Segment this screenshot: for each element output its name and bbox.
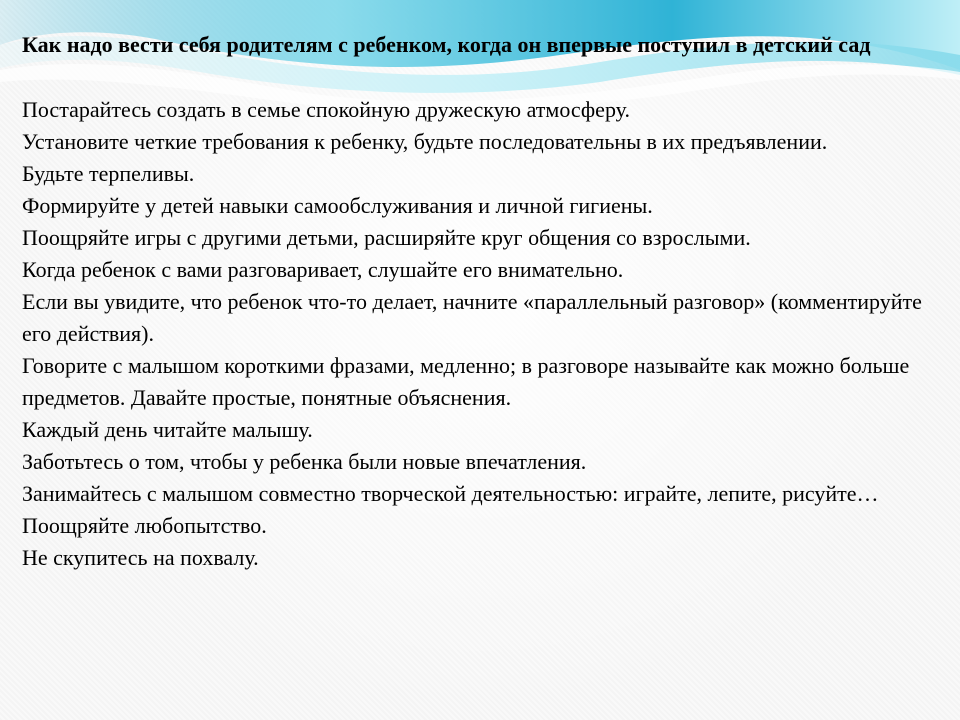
tip-text: Будьте терпеливы.	[22, 161, 195, 186]
tip-text: Если вы увидите, что ребенок что-то делает, начните «параллельный разговор» (комментируйте его действия).	[22, 289, 922, 346]
tip-text: Занимайтесь с малышом совместно творческой деятельностью: играйте, лепите, рисуйте…	[22, 481, 879, 506]
tip-text: Поощряйте игры с другими детьми, расширяйте круг общения со взрослыми.	[22, 225, 751, 250]
slide-title: Как надо вести себя родителям с ребенком, когда он впервые поступил в детский сад	[22, 32, 871, 57]
tip-text: Поощряйте любопытство.	[22, 513, 267, 538]
slide-content	[22, 30, 942, 574]
tip-text: Заботьтесь о том, чтобы у ребенка были новые впечатления.	[22, 449, 587, 474]
tip-text: Говорите с малышом короткими фразами, медленно; в разговоре называйте как можно больше предметов. Давайте простые, понятные объяснения.	[22, 353, 910, 410]
tip-text: Каждый день читайте малышу.	[22, 417, 313, 442]
tip-text: Формируйте у детей навыки самообслуживания и личной гигиены.	[22, 193, 653, 218]
tip-text: Не скупитесь на похвалу.	[22, 545, 259, 570]
tip-text: Установите четкие требования к ребенку, будьте последовательны в их предъявлении.	[22, 129, 828, 154]
tip-text: Когда ребенок с вами разговаривает, слушайте его внимательно.	[22, 257, 624, 282]
tip-text: Постарайтесь создать в семье спокойную дружескую атмосферу.	[22, 97, 630, 122]
spacer	[22, 60, 942, 94]
